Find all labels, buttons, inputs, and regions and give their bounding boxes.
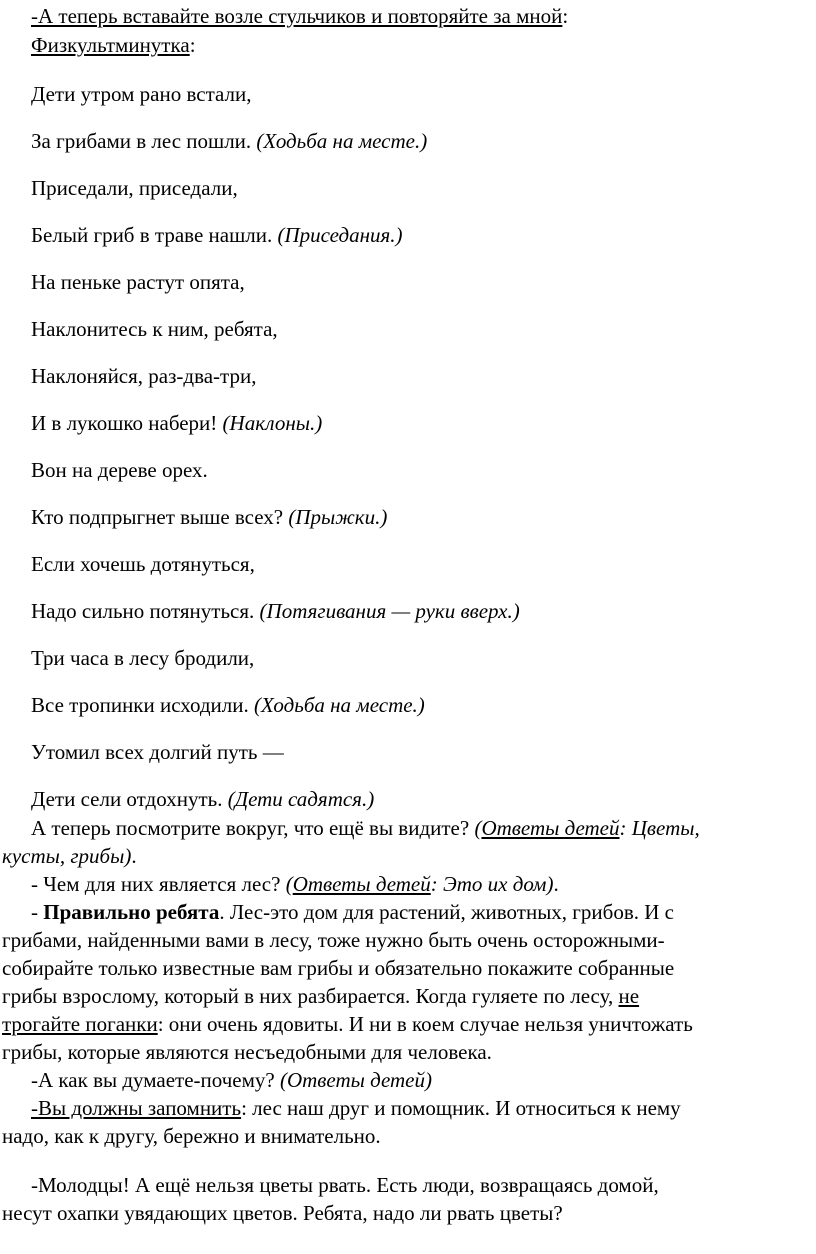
answers-label: Ответы детей bbox=[481, 816, 620, 840]
warning-text: трогайте поганки bbox=[2, 1012, 158, 1036]
praise-text: Правильно ребята bbox=[43, 900, 220, 924]
poem-line: Приседали, приседали, bbox=[31, 176, 238, 200]
poem-line: Кто подпрыгнет выше всех? (Прыжки.) bbox=[31, 505, 388, 529]
paragraph-line: грибы взрослому, который в них разбирается. Когда гуляете по лесу, не bbox=[2, 984, 640, 1008]
stage-direction: (Ходьба на месте.) bbox=[254, 693, 425, 717]
answers-label: Ответы детей bbox=[292, 872, 431, 896]
poem-line: Дети утром рано встали, bbox=[31, 82, 252, 106]
poem-line: Надо сильно потянуться. (Потягивания — руки вверх.) bbox=[31, 599, 520, 623]
stage-direction: (Дети садятся.) bbox=[227, 787, 375, 811]
poem-line: На пеньке растут опята, bbox=[31, 270, 245, 294]
poem-line: Белый гриб в траве нашли. (Приседания.) bbox=[31, 223, 403, 247]
poem-line: Три часа в лесу бродили, bbox=[31, 646, 255, 670]
stage-direction: (Наклоны.) bbox=[222, 411, 323, 435]
poem-line: За грибами в лес пошли. (Ходьба на месте.) bbox=[31, 129, 428, 153]
poem-line: Вон на дереве орех. bbox=[31, 458, 208, 482]
intro-line-1: -А теперь вставайте возле стульчиков и повторяйте за мной: bbox=[31, 4, 569, 28]
stage-direction: (Ходьба на месте.) bbox=[256, 129, 428, 153]
paragraph-line: несут охапки увядающих цветов. Ребята, надо ли рвать цветы? bbox=[2, 1201, 563, 1225]
poem-line: Наклонитесь к ним, ребята, bbox=[31, 317, 278, 341]
paragraph-line: грибами, найденными вами в лесу, тоже нужно быть очень осторожными- bbox=[2, 928, 665, 952]
question-line: А теперь посмотрите вокруг, что ещё вы видите? (Ответы детей: Цветы, bbox=[31, 816, 700, 840]
paragraph-line: надо, как к другу, бережно и внимательно. bbox=[2, 1124, 381, 1148]
question-line: - Чем для них является лес? (Ответы детей: Это их дом). bbox=[31, 872, 559, 896]
section-heading: Физкультминутка bbox=[31, 33, 190, 57]
paragraph-line: -Молодцы! А ещё нельзя цветы рвать. Есть люди, возвращаясь домой, bbox=[31, 1173, 659, 1197]
remember-label: -Вы должны запомнить bbox=[31, 1096, 242, 1120]
poem-line: Утомил всех долгий путь — bbox=[31, 740, 284, 764]
poem-line: Если хочешь дотянуться, bbox=[31, 552, 255, 576]
poem-line: И в лукошко набери! (Наклоны.) bbox=[31, 411, 323, 435]
question-line: -А как вы думаете-почему? (Ответы детей) bbox=[31, 1068, 432, 1092]
intro-instruction: -А теперь вставайте возле стульчиков и повторяйте за мной bbox=[31, 4, 563, 28]
poem-line: Наклоняйся, раз-два-три, bbox=[31, 364, 257, 388]
paragraph-line: -Вы должны запомнить: лес наш друг и помощник. И относиться к нему bbox=[31, 1096, 681, 1120]
poem-line: Дети сели отдохнуть. (Дети садятся.) bbox=[31, 787, 375, 811]
paragraph-line: - Правильно ребята. Лес-это дом для растений, животных, грибов. И с bbox=[31, 900, 674, 924]
question-line-cont: кусты, грибы). bbox=[2, 844, 137, 868]
stage-direction: (Прыжки.) bbox=[288, 505, 388, 529]
poem-line: Все тропинки исходили. (Ходьба на месте.) bbox=[31, 693, 425, 717]
stage-direction: (Приседания.) bbox=[277, 223, 403, 247]
paragraph-line: трогайте поганки: они очень ядовиты. И ни в коем случае нельзя уничтожать bbox=[2, 1012, 693, 1036]
stage-direction: (Потягивания — руки вверх.) bbox=[259, 599, 520, 623]
paragraph-line: грибы, которые являются несъедобными для человека. bbox=[2, 1040, 492, 1064]
paragraph-line: собирайте только известные вам грибы и обязательно покажите собранные bbox=[2, 956, 675, 980]
intro-line-2: Физкультминутка: bbox=[31, 33, 196, 57]
